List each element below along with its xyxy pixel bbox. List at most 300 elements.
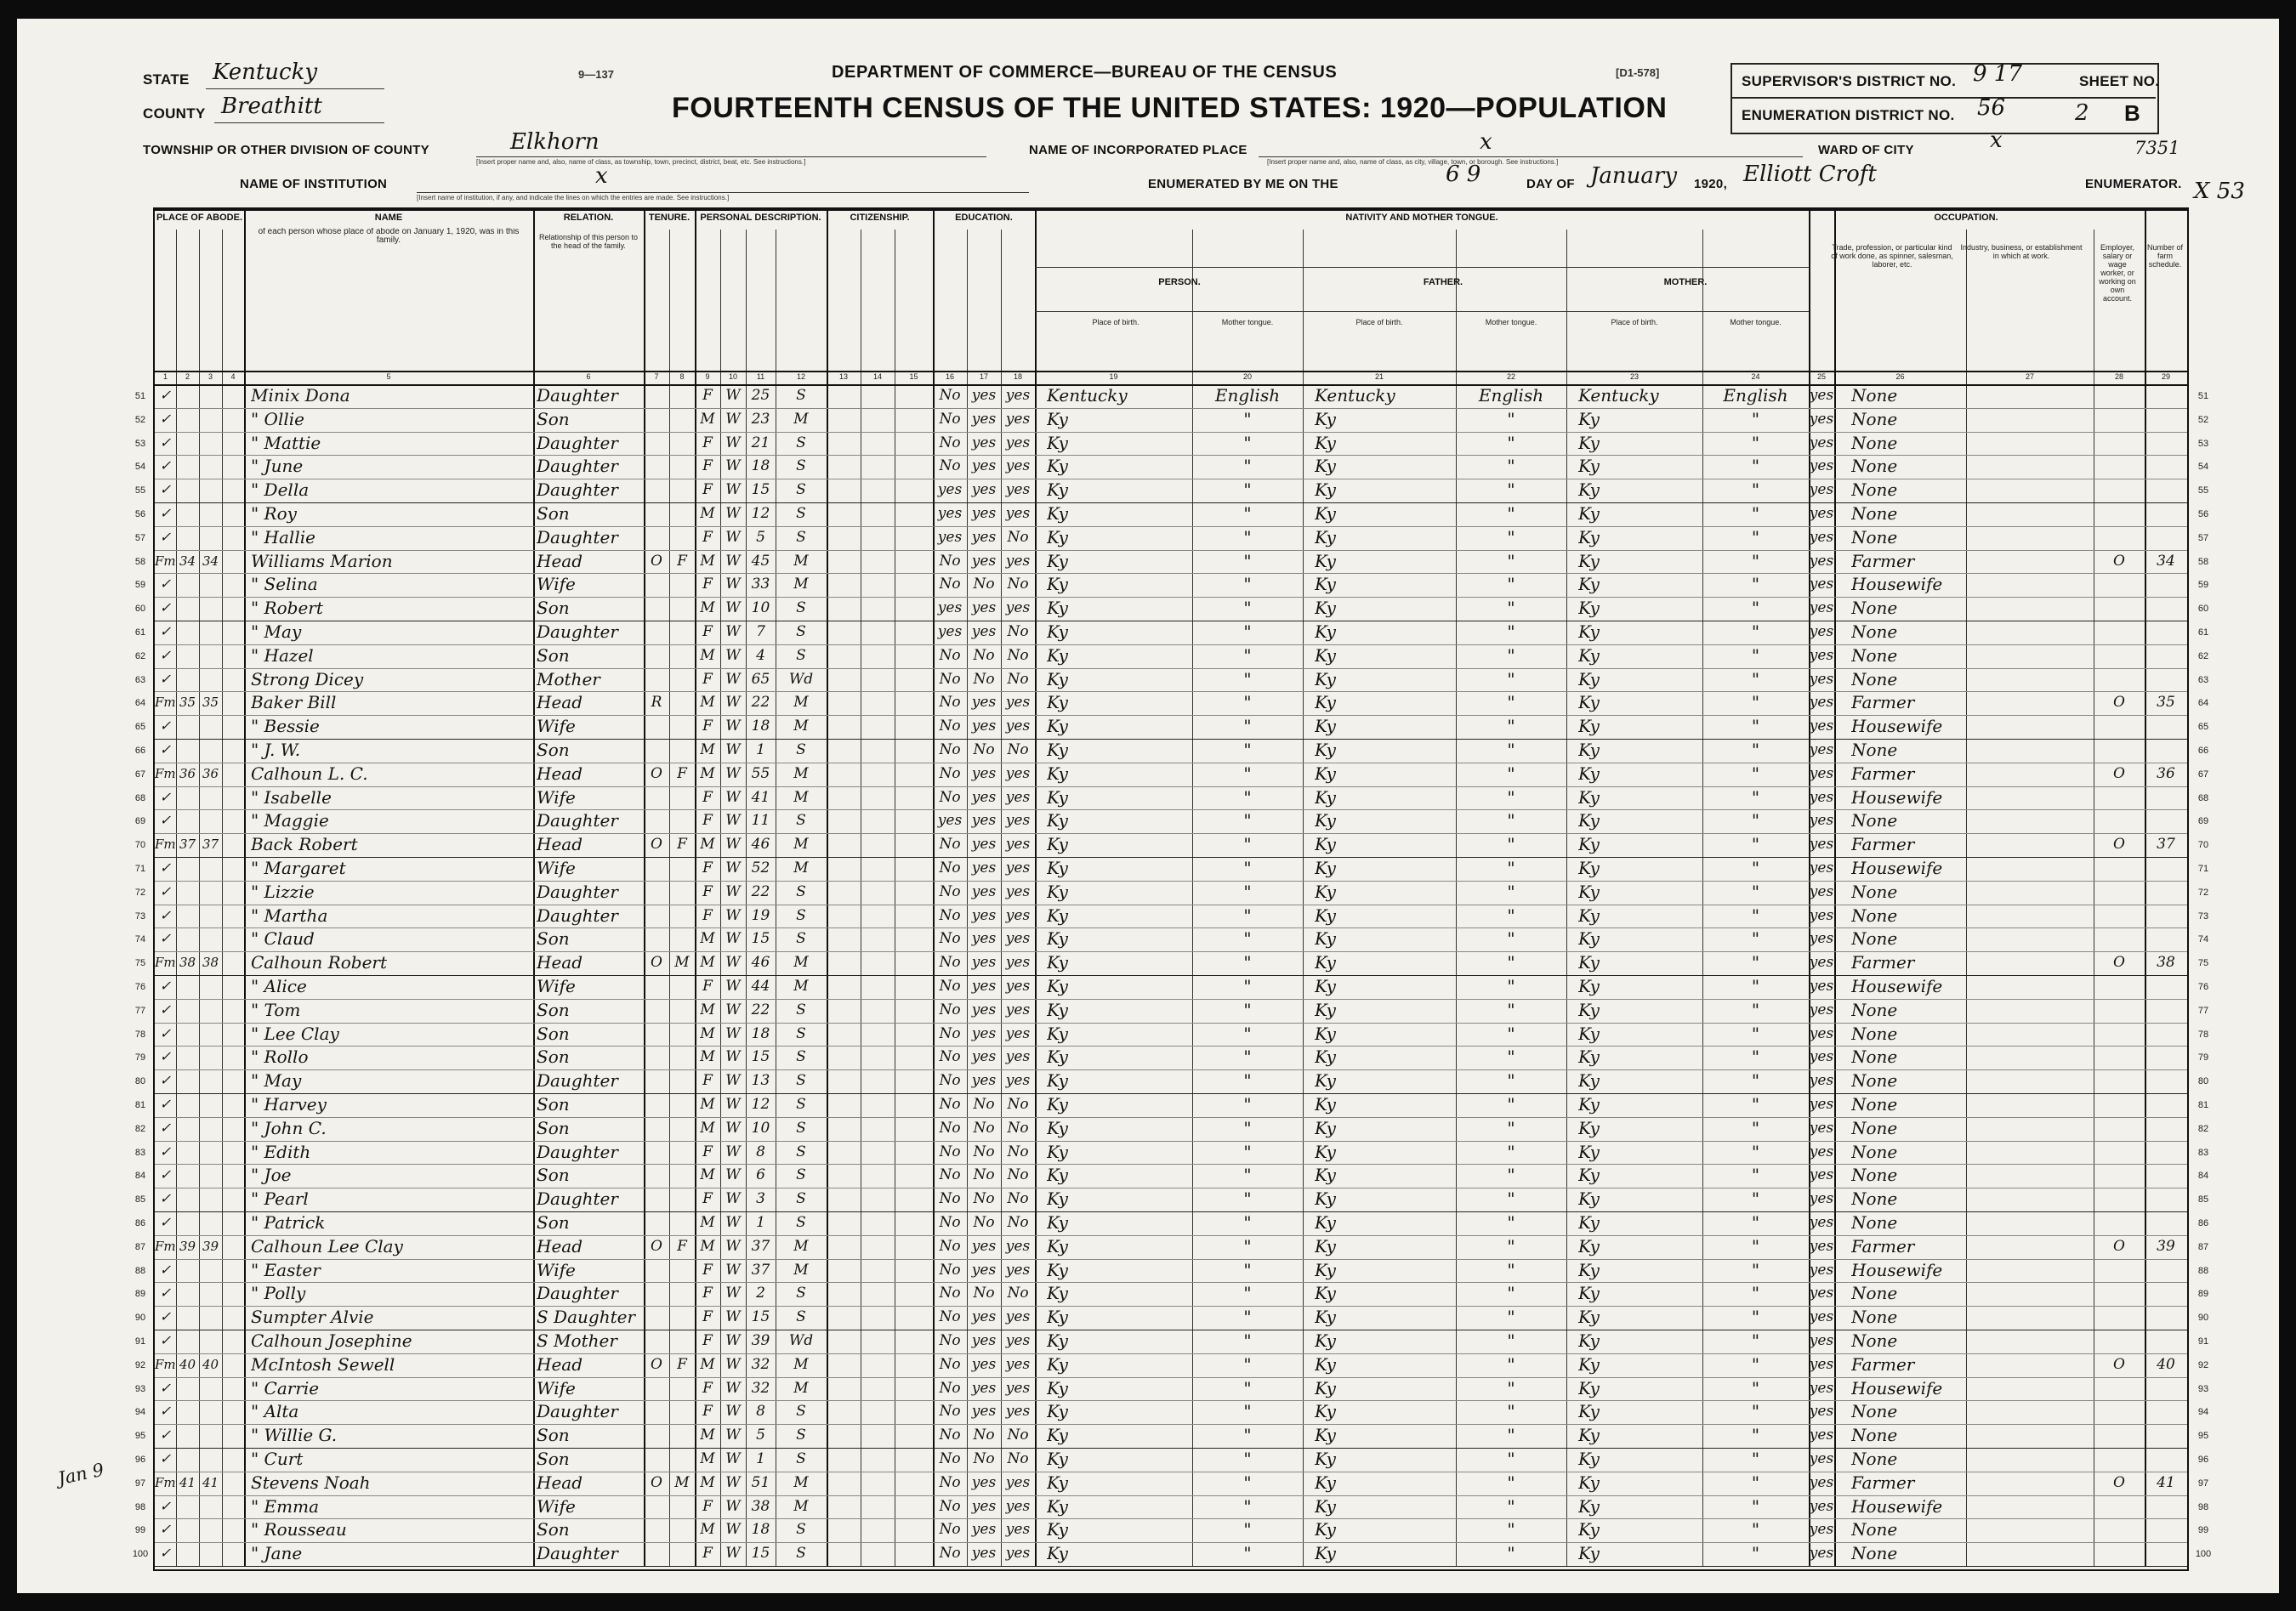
cell-write: yes — [1005, 1521, 1031, 1539]
column-number: 6 — [586, 372, 591, 381]
cell-m-tongue: " — [1751, 1472, 1760, 1493]
cell-birth: Ky — [1047, 1188, 1068, 1210]
table-row — [134, 1518, 2209, 1542]
cell-f-tongue: " — [1507, 408, 1515, 429]
table-row — [134, 1093, 2209, 1117]
cell-m-birth: Ky — [1578, 621, 1600, 642]
line-number-right: 98 — [2197, 1501, 2209, 1512]
cell-f-tongue: " — [1507, 503, 1515, 524]
cell-race: W — [725, 741, 741, 758]
cell-name: " Polly — [251, 1283, 306, 1304]
check-mark-icon: ✓ — [159, 1497, 172, 1514]
cell-age: 46 — [751, 954, 770, 972]
line-number-right: 64 — [2197, 698, 2209, 709]
cell-school: No — [939, 1379, 961, 1397]
cell-birth: Ky — [1047, 952, 1068, 973]
cell-relation: Wife — [537, 786, 576, 808]
cell-relation: Daughter — [537, 385, 618, 406]
cell-tongue: " — [1243, 432, 1252, 453]
cell-farm: 35 — [2157, 694, 2175, 712]
cell-f-birth: Ky — [1315, 1141, 1336, 1162]
cell-race: W — [725, 882, 741, 900]
cell-trade: Housewife — [1851, 858, 1943, 878]
cell-m-birth: Ky — [1578, 999, 1600, 1020]
cell-relation: Head — [537, 692, 583, 713]
cell-f-tongue: " — [1507, 1212, 1515, 1233]
cell-school: No — [939, 1261, 961, 1279]
cell-name: " Jane — [251, 1543, 303, 1564]
cell-farm: 37 — [2157, 836, 2175, 854]
column-number: 1 — [162, 372, 168, 381]
check-mark-icon: ✓ — [159, 1072, 172, 1089]
cell-marital: S — [796, 930, 806, 948]
cell-m-birth: Ky — [1578, 1235, 1600, 1256]
cell-f-tongue: " — [1507, 432, 1515, 453]
cell-abode: Fm — [155, 1356, 176, 1372]
cell-m-tongue: " — [1751, 598, 1760, 619]
cell-relation: Wife — [537, 574, 576, 595]
cell-birth: Kentucky — [1047, 385, 1128, 406]
line-number-right: 51 — [2197, 391, 2209, 401]
cell-write: yes — [1005, 387, 1031, 404]
cell-birth: Ky — [1047, 1449, 1068, 1469]
cell-m-birth: Ky — [1578, 408, 1600, 429]
column-number: 7 — [654, 372, 659, 381]
cell-sex: F — [702, 387, 713, 404]
line-number: 93 — [134, 1383, 146, 1394]
industry-head: Industry, business, or establishment in which at work. — [1960, 243, 2083, 260]
cell-family: 41 — [202, 1474, 219, 1490]
cell-race: W — [725, 1473, 741, 1491]
cell-tongue: " — [1243, 810, 1252, 831]
line-number: 73 — [134, 910, 146, 922]
cell-age: 8 — [756, 1143, 765, 1160]
cell-f-tongue: " — [1507, 1283, 1515, 1304]
cell-f-birth: Ky — [1315, 598, 1336, 619]
line-number: 92 — [134, 1359, 146, 1370]
cell-relation: Son — [537, 1023, 570, 1044]
cell-race: W — [725, 906, 741, 924]
cell-marital: S — [796, 1214, 806, 1231]
cell-marital: S — [796, 1048, 806, 1066]
cell-race: W — [725, 1545, 741, 1563]
column-number: 5 — [386, 372, 391, 381]
group-citizenship: CITIZENSHIP. — [850, 213, 910, 223]
table-row — [134, 1188, 2209, 1211]
cell-m-tongue: " — [1751, 1425, 1760, 1446]
line-number-right: 62 — [2197, 650, 2209, 661]
line-number: 75 — [134, 958, 146, 969]
cell-speak: yes — [1809, 1545, 1834, 1563]
cell-m-tongue: " — [1751, 1353, 1760, 1375]
cell-age: 44 — [751, 978, 770, 995]
cell-school: No — [939, 694, 961, 712]
cell-tongue: " — [1243, 1377, 1252, 1398]
cell-birth: Ky — [1047, 1117, 1068, 1138]
institution-label: NAME OF INSTITUTION — [240, 177, 388, 191]
cell-write: yes — [1005, 718, 1031, 735]
sheet-number-value: 2 — [2075, 100, 2089, 126]
day-of-label: DAY OF — [1526, 177, 1575, 191]
check-mark-icon: ✓ — [159, 1545, 172, 1562]
line-number-right: 75 — [2197, 958, 2209, 969]
cell-m-tongue: " — [1751, 668, 1760, 689]
cell-write: yes — [1005, 978, 1031, 995]
check-mark-icon: ✓ — [159, 1308, 172, 1325]
cell-race: W — [725, 1379, 741, 1397]
cell-m-tongue: " — [1751, 621, 1760, 642]
cell-read: No — [973, 646, 995, 664]
cell-marital: M — [793, 859, 809, 876]
institution-note: [Insert name of institution, if any, and indicate the lines on which the entries are made. See instructions.] — [417, 194, 730, 201]
cell-m-tongue: " — [1751, 408, 1760, 429]
cell-m-tongue: English — [1723, 385, 1788, 406]
cell-emp: O — [2113, 836, 2125, 854]
cell-write: yes — [1005, 1332, 1031, 1349]
cell-sex: F — [702, 1379, 713, 1397]
cell-m-tongue: " — [1751, 432, 1760, 453]
cell-age: 6 — [756, 1166, 765, 1184]
line-number-right: 88 — [2197, 1265, 2209, 1276]
cell-f-birth: Ky — [1315, 1472, 1336, 1493]
cell-speak: yes — [1809, 457, 1834, 475]
column-number: 4 — [230, 372, 236, 381]
cell-m-tongue: " — [1751, 1117, 1760, 1138]
cell-relation: Wife — [537, 858, 576, 878]
cell-marital: M — [793, 694, 809, 712]
line-number: 74 — [134, 934, 146, 945]
cell-tongue: " — [1243, 1472, 1252, 1493]
cell-race: W — [725, 1237, 741, 1255]
cell-tongue: " — [1243, 1023, 1252, 1044]
cell-birth: Ky — [1047, 1401, 1068, 1422]
cell-f-tongue: " — [1507, 1449, 1515, 1469]
cell-marital: M — [793, 788, 809, 806]
cell-write: No — [1007, 576, 1029, 593]
table-row — [134, 691, 2209, 715]
cell-speak: yes — [1809, 1001, 1834, 1018]
cell-name: " Alta — [251, 1401, 299, 1422]
cell-trade: None — [1851, 1188, 1898, 1210]
column-number: 20 — [1242, 372, 1252, 381]
cell-m-birth: Ky — [1578, 1472, 1600, 1493]
cell-f-birth: Ky — [1315, 834, 1336, 855]
cell-speak: yes — [1809, 1166, 1834, 1184]
cell-age: 18 — [751, 718, 770, 735]
line-number-right: 55 — [2197, 485, 2209, 496]
table-row — [134, 1282, 2209, 1306]
cell-f-tongue: " — [1507, 598, 1515, 619]
line-number: 95 — [134, 1431, 146, 1442]
cell-sex: M — [700, 836, 715, 854]
cell-m-birth: Ky — [1578, 716, 1600, 737]
cell-sex: M — [700, 1119, 715, 1137]
cell-m-birth: Ky — [1578, 550, 1600, 571]
table-row — [134, 999, 2209, 1023]
cell-trade: None — [1851, 598, 1898, 619]
cell-marital: M — [793, 1237, 809, 1255]
line-number-right: 52 — [2197, 414, 2209, 425]
cell-m-tongue: " — [1751, 740, 1760, 760]
cell-trade: None — [1851, 385, 1898, 406]
cell-trade: Farmer — [1851, 834, 1915, 855]
cell-birth: Ky — [1047, 1094, 1068, 1115]
cell-f-birth: Ky — [1315, 408, 1336, 429]
cell-marital: S — [796, 623, 806, 640]
cell-race: W — [725, 764, 741, 782]
check-mark-icon: ✓ — [159, 1379, 172, 1396]
cell-emp: O — [2113, 1237, 2125, 1255]
line-number: 78 — [134, 1029, 146, 1040]
cell-age: 32 — [751, 1379, 770, 1397]
cell-m-tongue: " — [1751, 905, 1760, 926]
cell-name: " Della — [251, 479, 310, 501]
cell-marital: S — [796, 741, 806, 758]
cell-m-birth: Ky — [1578, 905, 1600, 926]
cell-age: 11 — [751, 812, 770, 830]
line-number: 59 — [134, 580, 146, 591]
line-number: 56 — [134, 509, 146, 519]
line-number: 60 — [134, 604, 146, 615]
table-row — [134, 1117, 2209, 1141]
cell-read: No — [973, 1143, 995, 1160]
table-row — [134, 739, 2209, 763]
cell-sex: F — [702, 670, 713, 688]
cell-marital: S — [796, 434, 806, 451]
cell-speak: yes — [1809, 1096, 1834, 1113]
cell-trade: Housewife — [1851, 1377, 1943, 1398]
cell-f-birth: Ky — [1315, 976, 1336, 996]
cell-read: yes — [971, 694, 997, 712]
cell-f-tongue: " — [1507, 810, 1515, 831]
cell-trade: None — [1851, 1543, 1898, 1564]
cell-marital: M — [793, 1497, 809, 1515]
cell-f-birth: Ky — [1315, 1094, 1336, 1115]
cell-f-birth: Ky — [1315, 1330, 1336, 1351]
cell-relation: Head — [537, 763, 583, 784]
cell-name: Calhoun L. C. — [251, 763, 368, 784]
cell-school: yes — [937, 528, 963, 546]
cell-marital: S — [796, 528, 806, 546]
cell-f-birth: Ky — [1315, 740, 1336, 760]
cell-birth: Ky — [1047, 1353, 1068, 1375]
cell-read: yes — [971, 1261, 997, 1279]
state-underline — [206, 88, 384, 89]
cell-read: yes — [971, 1237, 997, 1255]
cell-m-birth: Ky — [1578, 1307, 1600, 1328]
mother-mother-tongue-head: Mother tongue. — [1730, 318, 1782, 326]
cell-tenure: O — [651, 764, 662, 782]
cell-tongue: " — [1243, 1353, 1252, 1375]
cell-sex: M — [700, 1166, 715, 1184]
cell-speak: yes — [1809, 718, 1834, 735]
cell-age: 51 — [751, 1473, 770, 1491]
line-number-right: 99 — [2197, 1525, 2209, 1536]
cell-race: W — [725, 1072, 741, 1090]
cell-read: No — [973, 1190, 995, 1208]
cell-name: " Mattie — [251, 432, 321, 453]
cell-tongue: " — [1243, 1259, 1252, 1280]
cell-school: No — [939, 1427, 961, 1444]
cell-race: W — [725, 1332, 741, 1349]
cell-sex: M — [700, 1001, 715, 1018]
cell-f-birth: Ky — [1315, 1449, 1336, 1469]
cell-relation: Son — [537, 503, 570, 524]
cell-write: No — [1007, 1143, 1029, 1160]
cell-marital: S — [796, 505, 806, 522]
cell-age: 15 — [751, 1048, 770, 1066]
cell-race: W — [725, 930, 741, 948]
incorporated-place-value: x — [1480, 129, 1492, 155]
line-number: 91 — [134, 1336, 146, 1347]
table-row — [134, 1046, 2209, 1069]
cell-f-birth: Ky — [1315, 952, 1336, 973]
cell-sex: F — [702, 1143, 713, 1160]
cell-race: W — [725, 954, 741, 972]
cell-read: yes — [971, 1355, 997, 1373]
cell-name: " Martha — [251, 905, 328, 926]
table-row — [134, 1353, 2209, 1377]
check-mark-icon: ✓ — [159, 481, 172, 498]
cell-trade: Farmer — [1851, 1353, 1915, 1375]
cell-race: W — [725, 1119, 741, 1137]
cell-speak: yes — [1809, 1355, 1834, 1373]
cell-sex: F — [702, 481, 713, 499]
check-mark-icon: ✓ — [159, 1332, 172, 1348]
cell-school: No — [939, 954, 961, 972]
cell-age: 12 — [751, 1096, 770, 1113]
cell-age: 8 — [756, 1403, 765, 1421]
cell-sex: F — [702, 576, 713, 593]
cell-f-birth: Ky — [1315, 526, 1336, 547]
column-number: 24 — [1751, 372, 1760, 381]
cell-read: yes — [971, 434, 997, 451]
cell-school: yes — [937, 812, 963, 830]
column-number: 9 — [705, 372, 710, 381]
line-number: 99 — [134, 1525, 146, 1536]
cell-emp: O — [2113, 1473, 2125, 1491]
cell-race: W — [725, 576, 741, 593]
cell-write: yes — [1005, 1355, 1031, 1373]
cell-f-birth: Ky — [1315, 503, 1336, 524]
cell-m-birth: Ky — [1578, 834, 1600, 855]
cell-home: F — [677, 1355, 687, 1373]
cell-f-birth: Ky — [1315, 456, 1336, 477]
cell-f-birth: Ky — [1315, 999, 1336, 1020]
cell-read: yes — [971, 623, 997, 640]
table-row — [134, 857, 2209, 881]
cell-m-birth: Ky — [1578, 1188, 1600, 1210]
cell-relation: S Mother — [537, 1330, 617, 1351]
cell-speak: yes — [1809, 788, 1834, 806]
census-title: FOURTEENTH CENSUS OF THE UNITED STATES: 1920—POPULATION — [672, 92, 1668, 124]
cell-marital: M — [793, 1261, 809, 1279]
cell-write: yes — [1005, 930, 1031, 948]
table-row — [134, 1400, 2209, 1424]
header-rule — [155, 209, 2187, 211]
cell-speak: yes — [1809, 954, 1834, 972]
cell-read: yes — [971, 1024, 997, 1042]
check-mark-icon: ✓ — [159, 1521, 172, 1538]
cell-m-tongue: " — [1751, 1188, 1760, 1210]
cell-f-tongue: " — [1507, 716, 1515, 737]
cell-tongue: " — [1243, 479, 1252, 501]
cell-school: No — [939, 1332, 961, 1349]
cell-f-tongue: " — [1507, 621, 1515, 642]
census-sheet — [17, 19, 2279, 1593]
cell-age: 55 — [751, 764, 770, 782]
cell-write: yes — [1005, 1001, 1031, 1018]
cell-f-tongue: " — [1507, 1377, 1515, 1398]
cell-sex: M — [700, 1096, 715, 1113]
cell-home: F — [677, 552, 687, 570]
column-number: 29 — [2161, 372, 2170, 381]
cell-write: yes — [1005, 410, 1031, 428]
cell-name: Calhoun Josephine — [251, 1330, 412, 1351]
cell-race: W — [725, 1450, 741, 1467]
cell-write: yes — [1005, 859, 1031, 876]
column-number: 10 — [728, 372, 737, 381]
cell-school: No — [939, 1545, 961, 1563]
cell-f-birth: Ky — [1315, 1165, 1336, 1186]
cell-birth: Ky — [1047, 1283, 1068, 1304]
cell-tongue: " — [1243, 598, 1252, 619]
cell-marital: S — [796, 1403, 806, 1421]
cell-age: 39 — [751, 1332, 770, 1349]
cell-race: W — [725, 1261, 741, 1279]
cell-f-birth: Ky — [1315, 1070, 1336, 1092]
cell-relation: Son — [537, 644, 570, 666]
table-row — [134, 432, 2209, 456]
relation-description: Relationship of this person to the head of the family. — [538, 233, 639, 250]
cell-school: No — [939, 387, 961, 404]
cell-relation: Son — [537, 408, 570, 429]
cell-name: Strong Dicey — [251, 668, 364, 689]
table-row — [134, 809, 2209, 833]
line-number: 70 — [134, 840, 146, 851]
cell-m-tongue: " — [1751, 1495, 1760, 1517]
table-row — [134, 621, 2209, 644]
cell-m-tongue: " — [1751, 1141, 1760, 1162]
cell-m-tongue: " — [1751, 1094, 1760, 1115]
cell-sex: M — [700, 1237, 715, 1255]
cell-trade: None — [1851, 1070, 1898, 1092]
cell-read: yes — [971, 859, 997, 876]
cell-tongue: " — [1243, 976, 1252, 996]
cell-tongue: " — [1243, 1094, 1252, 1115]
cell-write: yes — [1005, 1545, 1031, 1563]
cell-write: yes — [1005, 954, 1031, 972]
cell-m-tongue: " — [1751, 526, 1760, 547]
cell-f-birth: Ky — [1315, 1283, 1336, 1304]
line-number: 97 — [134, 1478, 146, 1489]
column-number: 3 — [207, 372, 213, 381]
cell-birth: Ky — [1047, 1519, 1068, 1540]
cell-sex: F — [702, 457, 713, 475]
cell-sex: F — [702, 978, 713, 995]
line-number-right: 61 — [2197, 627, 2209, 638]
line-number-right: 85 — [2197, 1194, 2209, 1205]
check-mark-icon: ✓ — [159, 410, 172, 427]
cell-relation: Daughter — [537, 1141, 618, 1162]
cell-name: " Alice — [251, 976, 307, 996]
check-mark-icon: ✓ — [159, 1427, 172, 1444]
cell-relation: Daughter — [537, 526, 618, 547]
cell-speak: yes — [1809, 552, 1834, 570]
farm-schedule-head: Number of farm schedule. — [2146, 243, 2184, 269]
cell-trade: Farmer — [1851, 952, 1915, 973]
cell-school: No — [939, 576, 961, 593]
